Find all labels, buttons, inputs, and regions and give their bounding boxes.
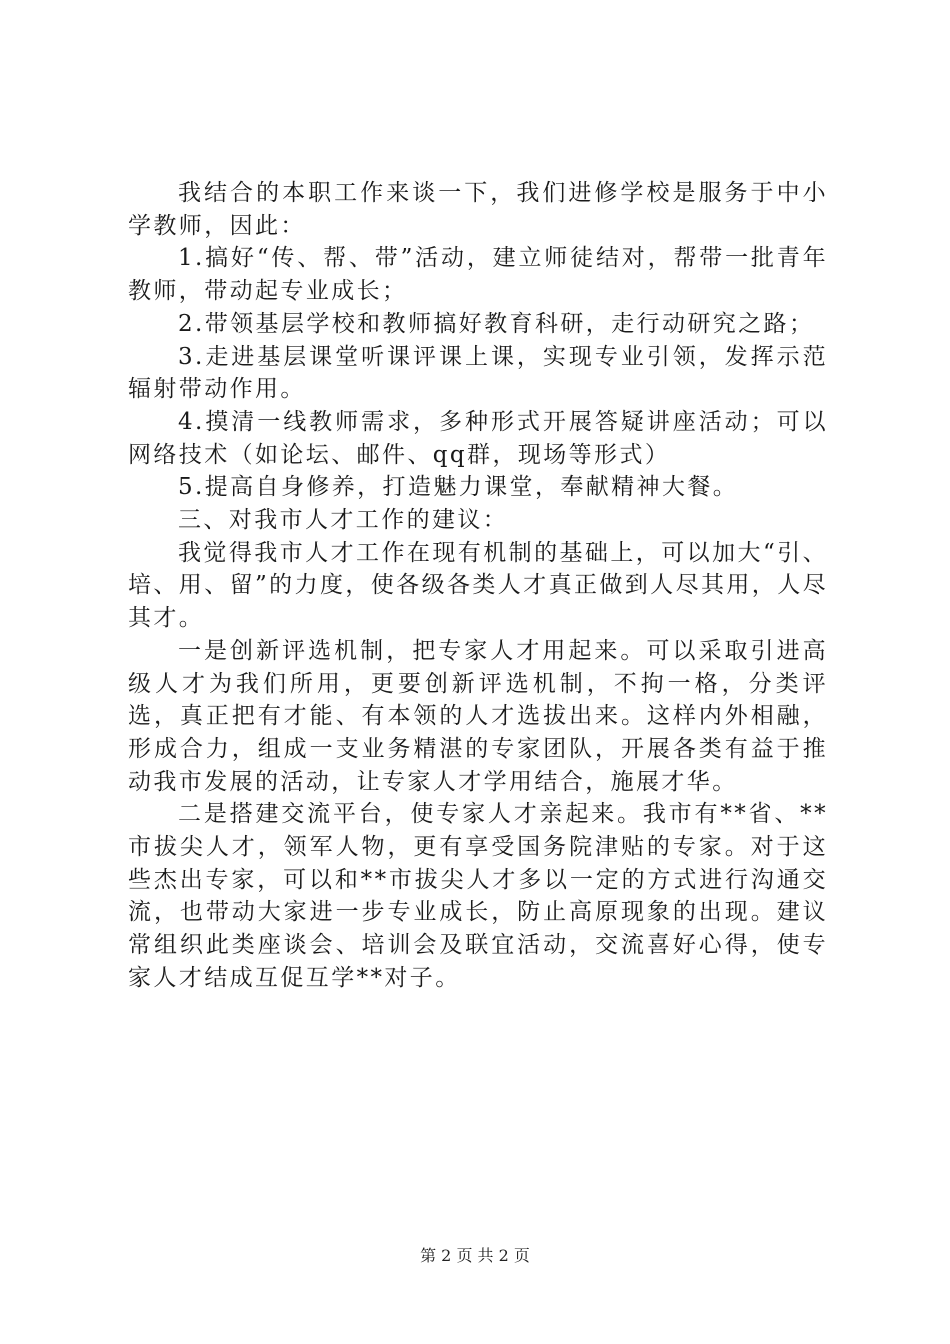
paragraph-suggestion-1: 一是创新评选机制，把专家人才用起来。可以采取引进高级人才为我们所用，更要创新评选机制，不拘一格，分类评选，真正把有才能、有本领的人才选拔出来。这样内外相融，形成合力，组成一支业务精湛的专家团队，开展各类有益于推动我市发展的活动，让专家人才学用结合，施展才华。 <box>128 637 828 795</box>
paragraph-intro: 我结合的本职工作来谈一下，我们进修学校是服务于中小学教师，因此： <box>128 180 828 239</box>
paragraph-item-5: 5.提高自身修养，打造魅力课堂，奉献精神大餐。 <box>178 474 739 501</box>
paragraph-item-4: 4.摸清一线教师需求，多种形式开展答疑讲座活动；可以网络技术（如论坛、邮件、qq群，现场等形式） <box>128 408 828 468</box>
page-footer: 第 2 页 共 2 页 <box>420 1246 530 1265</box>
paragraph-item-1: 1.搞好“传、帮、带”活动，建立师徒结对，帮带一批青年教师，带动起专业成长； <box>128 245 828 305</box>
document-body <box>128 177 828 995</box>
paragraph-item-3: 3.走进基层课堂听课评课上课，实现专业引领，发挥示范辐射带动作用。 <box>128 343 828 403</box>
paragraph-suggestion-intro: 我觉得我市人才工作在现有机制的基础上，可以加大“引、培、用、留”的力度，使各级各类人才真正做到人尽其用，人尽其才。 <box>128 539 828 632</box>
paragraph-item-2: 2.带领基层学校和教师搞好教育科研，走行动研究之路； <box>178 310 815 337</box>
paragraph-suggestion-2: 二是搭建交流平台，使专家人才亲起来。我市有**省、**市拔尖人才，领军人物，更有享受国务院津贴的专家。对于这些杰出专家，可以和**市拔尖人才多以一定的方式进行沟通交流，也带动大家进一步专业成长，防止高原现象的出现。建议常组织此类座谈会、培训会及联宜活动，交流喜好心得，使专家人才结成互促互学**对子。 <box>128 801 828 991</box>
section-heading-suggestions: 三、对我市人才工作的建议： <box>178 507 509 534</box>
